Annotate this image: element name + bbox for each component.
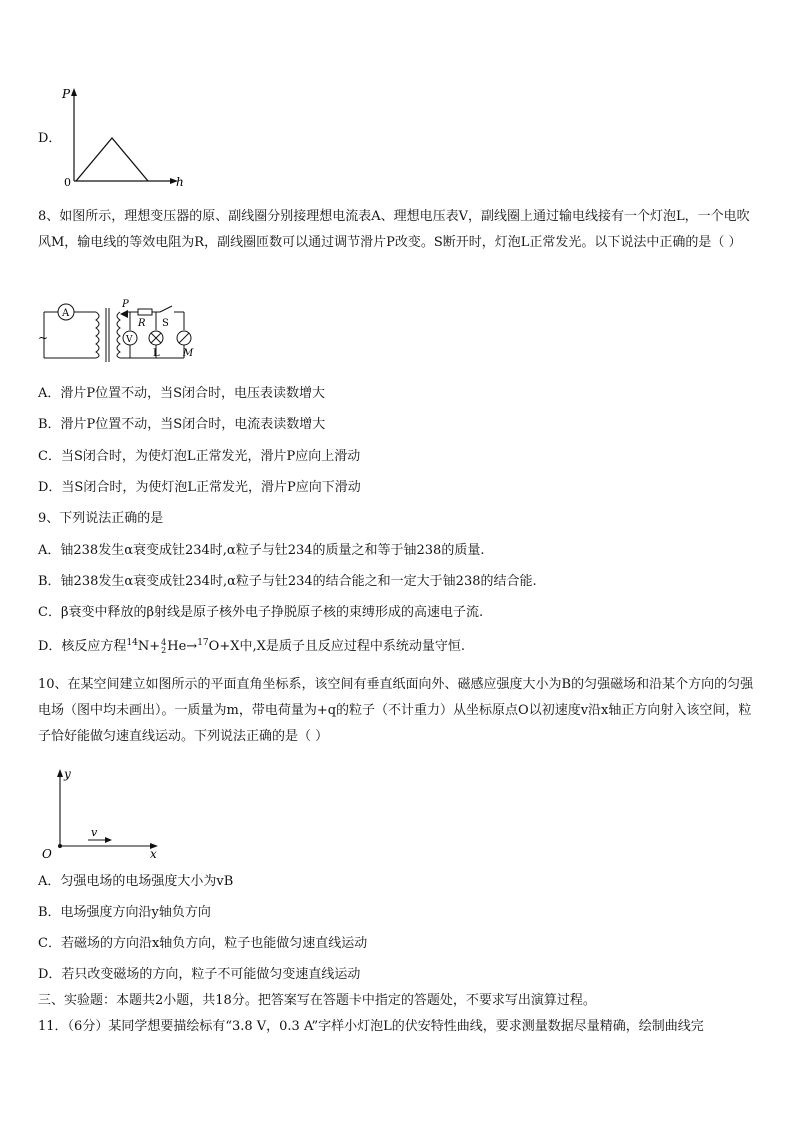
particle-dot bbox=[58, 844, 62, 848]
y-axis-arrow bbox=[57, 769, 63, 777]
q8-option-a: A．滑片P位置不动，当S闭合时，电压表读数增大 bbox=[38, 386, 326, 401]
o-mass-number: 17 bbox=[197, 638, 209, 648]
q7-option-d-label: D． bbox=[38, 131, 62, 146]
q8-option-c: C．当S闭合时，为使灯泡L正常发光，滑片P应向上滑动 bbox=[38, 449, 361, 464]
q9-option-b: B．铀238发生α衰变成钍234时,α粒子与钍234的结合能之和一定大于铀238的结合能. bbox=[38, 574, 537, 589]
ammeter-label: A bbox=[62, 308, 70, 319]
q11-stem: 11．（6分）某同学想要描绘标有“3.8 V，0.3 A”字样小灯泡L的伏安特性曲线，要求测量数据尽量精确，绘制曲线完 bbox=[38, 1019, 704, 1034]
origin-label: O bbox=[42, 847, 52, 861]
q7-option-d-graph bbox=[60, 86, 190, 191]
velocity-arrowhead bbox=[105, 837, 112, 843]
q10-stem: 10、在某空间建立如图所示的平面直角坐标系，该空间有垂直纸面向外、磁感应强度大小为B的匀强磁场和沿某个方向的匀强电场（图中均未画出）。一质量为m，带电荷量为+q的粒子（不计重力）从坐标原点O以初速度v沿x轴正方向射入该空间，粒子恰好能做匀速直线运动。下列说法正确的是（ ） bbox=[38, 677, 754, 744]
q9-option-d-prefix: D．核反应方程 bbox=[38, 639, 127, 654]
graph-y-arrow bbox=[71, 88, 77, 96]
q10-option-a: A．匀强电场的电场强度大小为vB bbox=[38, 874, 234, 889]
ac-source-symbol: ~ bbox=[38, 331, 49, 345]
voltmeter-label: V bbox=[126, 335, 133, 345]
velocity-label: v bbox=[91, 826, 98, 839]
graph-x-label: h bbox=[176, 175, 184, 189]
q10-option-c: C．若磁场的方向沿x轴负方向，粒子也能做匀速直线运动 bbox=[38, 936, 368, 951]
q9-stem: 9、下列说法正确的是 bbox=[38, 511, 164, 526]
q10-coordinate-figure bbox=[38, 766, 168, 861]
resistor-label: R bbox=[138, 318, 146, 329]
he-symbol: He→ bbox=[167, 639, 198, 654]
primary-coil bbox=[96, 312, 99, 358]
switch-label: S bbox=[162, 318, 169, 329]
secondary-coil bbox=[117, 312, 120, 358]
slider-label: P bbox=[122, 299, 129, 310]
q8-option-b: B．滑片P位置不动，当S闭合时，电流表读数增大 bbox=[38, 417, 326, 432]
he-mass-number: 4 bbox=[161, 637, 167, 647]
n-mass-number: 14 bbox=[126, 638, 138, 648]
q9-option-a: A．铀238发生α衰变成钍234时,α粒子与钍234的质量之和等于铀238的质量. bbox=[38, 543, 485, 558]
switch-s bbox=[160, 306, 172, 312]
q9-option-d-tail: 中,X是质子且反应过程中系统动量守恒. bbox=[239, 639, 465, 654]
n-symbol: N+ bbox=[137, 639, 161, 654]
he-nuclide-index bbox=[161, 639, 166, 655]
q10-option-b: B．电场强度方向沿y轴负方向 bbox=[38, 905, 211, 920]
q10-option-d: D．若只改变磁场的方向，粒子不可能做匀变速直线运动 bbox=[38, 967, 361, 982]
he-charge-number: 2 bbox=[161, 645, 167, 655]
section-3-heading: 三、实验题：本题共2小题，共18分。把答案写在答题卡中指定的答题处，不要求写出演算过程。 bbox=[38, 993, 596, 1008]
q8-circuit-diagram bbox=[38, 296, 198, 368]
y-axis-label: y bbox=[64, 767, 71, 781]
q9-option-d bbox=[38, 638, 465, 657]
resistor-r bbox=[138, 309, 152, 315]
lamp-label: L bbox=[153, 348, 160, 359]
graph-origin-label: 0 bbox=[64, 176, 71, 189]
q9-option-c: C．β衰变中释放的β射线是原子核外电子挣脱原子核的束缚形成的高速电子流. bbox=[38, 605, 484, 620]
o-symbol: O+X bbox=[208, 639, 240, 654]
x-axis-label: x bbox=[150, 847, 157, 861]
graph-triangle-curve bbox=[76, 138, 148, 181]
slider-p bbox=[120, 310, 128, 318]
graph-y-label: P bbox=[62, 87, 71, 101]
motor-label: M bbox=[183, 348, 194, 359]
q8-option-d: D．当S闭合时，为使灯泡L正常发光，滑片P应向下滑动 bbox=[38, 480, 361, 495]
q8-stem: 8、如图所示，理想变压器的原、副线圈分别接理想电流表A、理想电压表V，副线圈上通过输电线接有一个灯泡L，一个电吹风M，输电线的等效电阻为R，副线圈匝数可以通过调节滑片P改变。S断开时，灯泡L正常发光。以下说法中正确的是（ ） bbox=[38, 209, 750, 250]
